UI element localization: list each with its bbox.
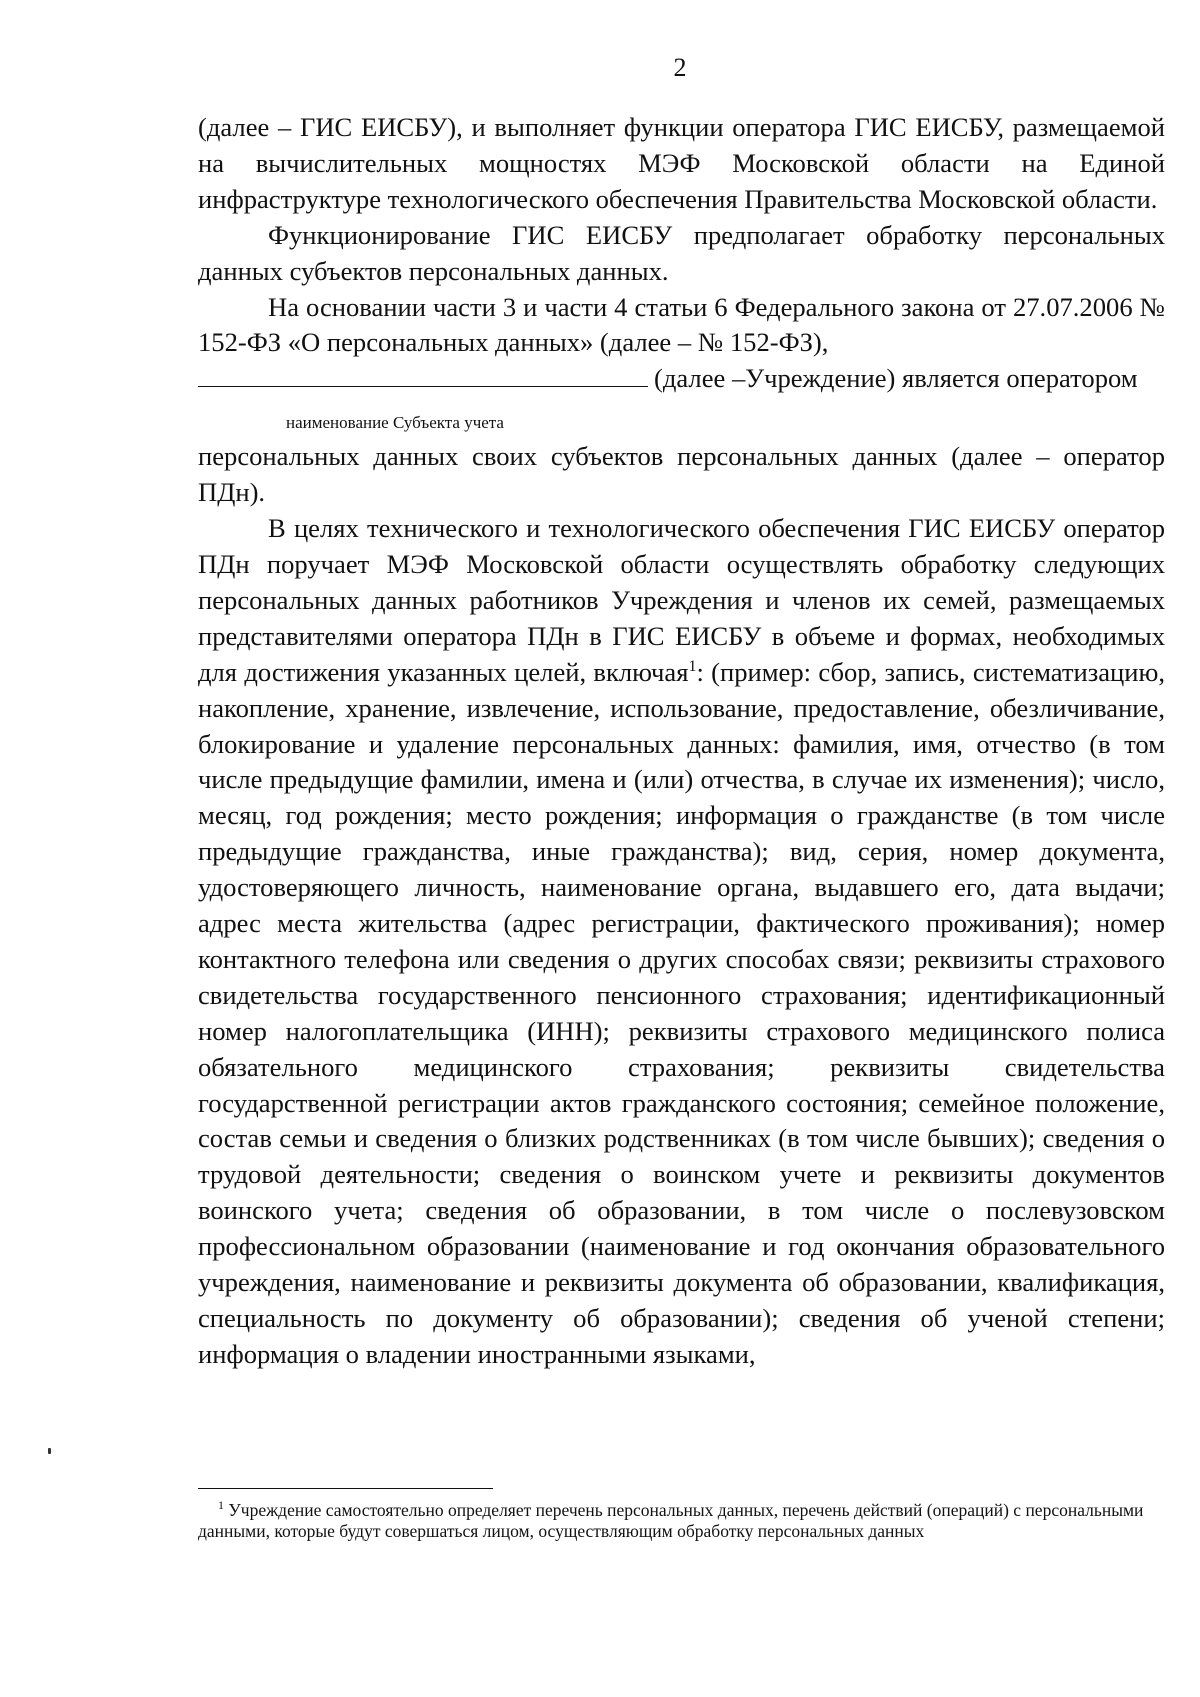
paragraph-1: (далее – ГИС ЕИСБУ), и выполняет функции оператора ГИС ЕИСБУ, размещаемой на вычислительных мощностях МЭФ Московской области на Единой инфраструктуре технологического обеспечения Правительства Московской области. [198,112,1165,214]
footnote-reference: 1 [688,657,697,675]
paragraph-5-start: В целях технического и технологического обеспечения ГИС ЕИСБУ оператор ПДн поручает МЭФ Московской области осуществлять обработку следующих персональных данных работников Учреждения и членов их семей, размещаемых представителями оператора ПДн в ГИС ЕИСБУ в объеме и формах, необходимых для достижения указанных целей, включая [198,513,1165,687]
fill-in-line [198,361,1165,397]
paragraph-5-end: : (пример: сбор, запись, систематизацию, накопление, хранение, извлечение, использование, предоставление, обезличивание, блокирование и удаление персональных данных: фамилия, имя, отчество (в том числе предыдущие фамилии, имена и (или) отчества, в случае их изменения); число, месяц, год рождения; место рождения; информация о гражданстве (в том числе предыдущие гражданства, иные гражданства); вид, серия, номер документа, удостоверяющего личность, наименование органа, выдавшего его, дата выдачи; адрес места жительства (адрес регистрации, фактического проживания); номер контактного телефона или сведения о других способах связи; реквизиты страхового свидетельства государственного пенсионного страхования; идентификационный номер налогоплательщика (ИНН); реквизиты страхового медицинского полиса обязательного медицинского страхования; реквизиты свидетельства государственной регистрации актов гражданского состояния; семейное положение, состав семьи и сведения о близких родственниках (в том числе бывших); сведения о трудовой деятельности; сведения о воинском учете и реквизиты документов воинского учета; сведения об образовании, в том числе о послевузовском профессиональном образовании (наименование и год окончания образовательного учреждения, наименование и реквизиты документа об образовании, квалификация, специальность по документу об образовании); сведения об ученой степени; информация о владении иностранными языками, [198,656,1165,1369]
paragraph-5 [198,511,1165,1373]
scan-speck [48,1448,51,1454]
paragraph-4: персональных данных своих субъектов персональных данных (далее – оператор ПДн). [198,441,1165,508]
fill-line-text: (далее –Учреждение) является оператором [654,363,1138,394]
paragraph-3: На основании части 3 и части 4 статьи 6 Федерального закона от 27.07.2006 № 152-ФЗ «О персональных данных» (далее – № 152-ФЗ), [198,291,1165,358]
body-text [198,110,1165,1373]
footnote-separator [198,1488,493,1489]
footnote-marker: 1 [218,1498,224,1513]
blank-field-caption: наименование Субъекта учета [286,413,504,433]
footnote-text: Учреждение самостоятельно определяет перечень персональных данных, перечень действий (операций) с персональными данными, которые будут совершаться лицом, осуществляющим обработку персональных данных [198,1500,1144,1541]
blank-field-organization-name [198,362,648,387]
paragraph-2: Функционирование ГИС ЕИСБУ предполагает обработку персональных данных субъектов персональных данных. [198,219,1165,286]
footnote [198,1500,1148,1542]
page-number: 2 [673,53,687,82]
